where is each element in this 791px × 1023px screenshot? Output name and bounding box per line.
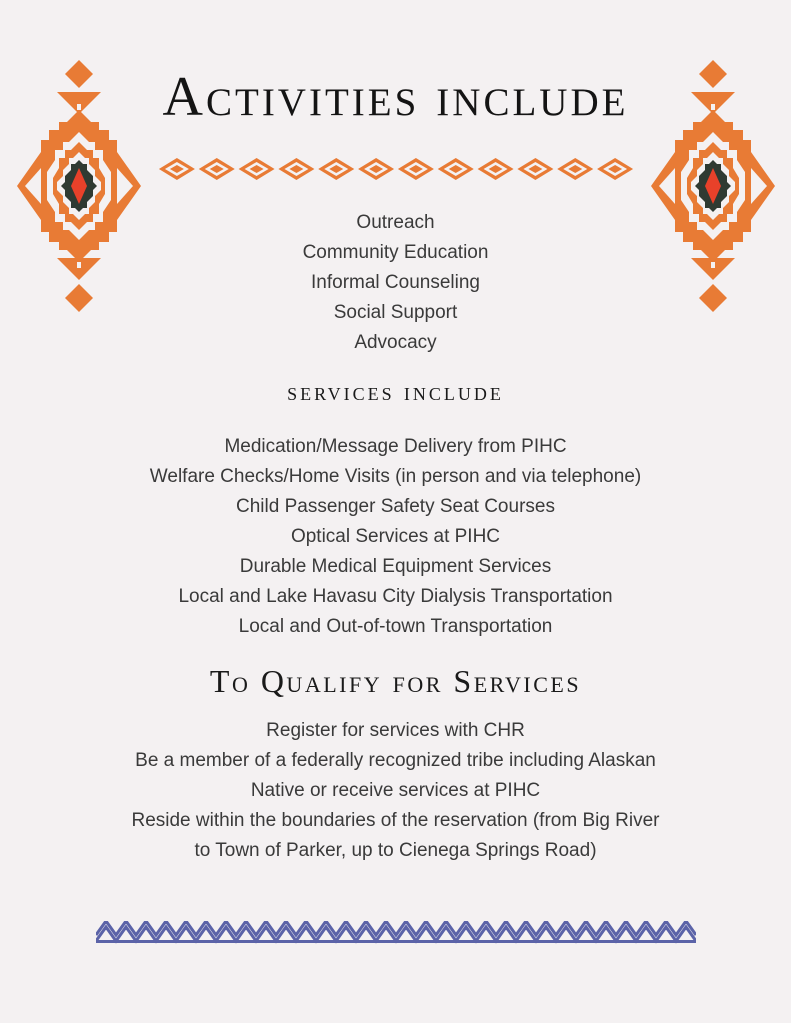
list-item: to Town of Parker, up to Cienega Springs Road) bbox=[194, 840, 597, 861]
list-item: Welfare Checks/Home Visits (in person and via telephone) bbox=[149, 466, 642, 487]
list-item: Optical Services at PIHC bbox=[290, 526, 501, 547]
list-item: Community Education bbox=[302, 242, 489, 263]
list-item: Outreach bbox=[356, 212, 435, 233]
list-item: Advocacy bbox=[354, 332, 437, 353]
zigzag-border-icon bbox=[96, 921, 696, 945]
list-item: Medication/Message Delivery from PIHC bbox=[224, 436, 567, 457]
services-list bbox=[0, 432, 791, 642]
activities-list bbox=[0, 208, 791, 358]
list-item: Be a member of a federally recognized tribe including Alaskan bbox=[135, 750, 656, 771]
qualify-list bbox=[0, 716, 791, 866]
list-item: Informal Counseling bbox=[311, 272, 480, 293]
list-item: Social Support bbox=[333, 302, 458, 323]
diamond-chain-icon bbox=[157, 157, 635, 181]
list-item: Local and Out-of-town Transportation bbox=[238, 616, 553, 637]
list-item: Native or receive services at PIHC bbox=[250, 780, 541, 801]
list-item: Child Passenger Safety Seat Courses bbox=[236, 496, 555, 517]
services-heading: services include bbox=[287, 379, 504, 406]
list-item: Local and Lake Havasu City Dialysis Transportation bbox=[178, 586, 613, 607]
list-item: Durable Medical Equipment Services bbox=[239, 556, 552, 577]
page-title: Activities include bbox=[162, 66, 629, 128]
list-item: Register for services with CHR bbox=[266, 720, 525, 741]
list-item: Reside within the boundaries of the reservation (from Big River bbox=[131, 810, 660, 831]
qualify-heading: To Qualify for Services bbox=[209, 663, 582, 699]
